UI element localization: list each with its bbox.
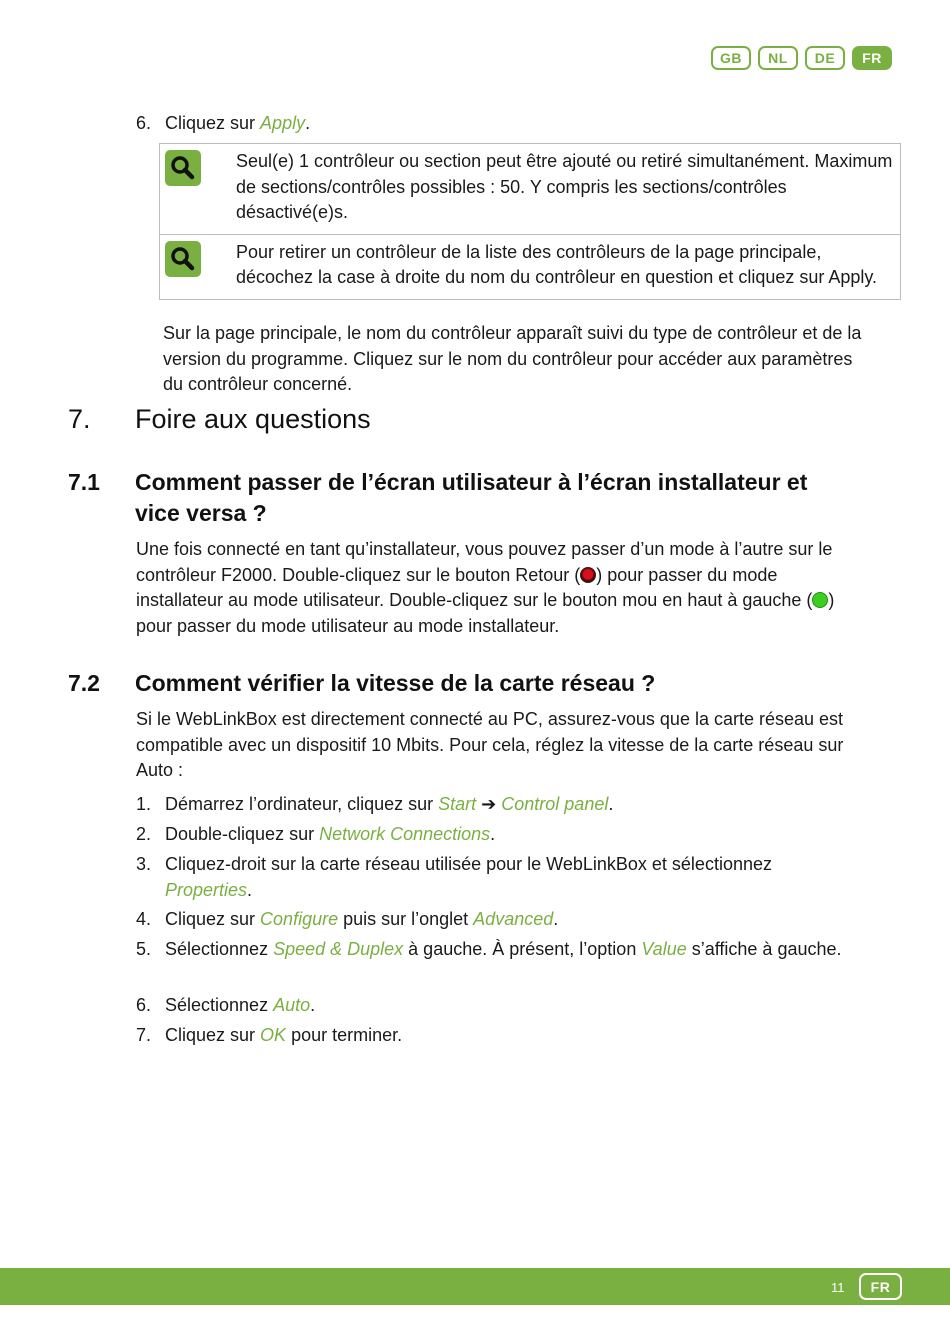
lang-tab-gb[interactable]: GB [711, 46, 751, 70]
soft-button-icon [812, 592, 828, 608]
network-intro-paragraph: Si le WebLinkBox est directement connecté au PC, assurez-vous que la carte réseau est compatible avec un dispositif 10 Mbits. Pour cela, réglez la vitesse de la carte réseau sur Auto : [136, 709, 844, 780]
retour-button-icon [580, 567, 596, 583]
page-number: 11 [831, 1280, 845, 1295]
lang-tab-nl[interactable]: NL [758, 46, 798, 70]
ui-term-apply: Apply [260, 113, 306, 133]
tip-box [159, 143, 901, 300]
main-page-paragraph: Sur la page principale, le nom du contrôleur apparaît suivi du type de contrôleur et de la version du programme. Cliquez sur le nom du contrôleur pour accéder aux paramètres du contrôleur concerné. [163, 323, 862, 394]
tip-text: Seul(e) 1 contrôleur ou section peut être ajouté ou retiré simultanément. Maximum de sections/contrôles possibles : 50. Y compris les sections/contrôles désactivé(e)s. [236, 151, 893, 222]
mode-switch-paragraph: Une fois connecté en tant qu’installateur, vous pouvez passer d’un mode à l’autre sur le contrôleur F2000. Double-cliquez sur le bouton Retour ( ) pour passer du mode installateur au mode utilisateur. Double-cliquez sur le bouton mou en haut à gauche ( ) pour passer du mode utilisateur au mode installateur. [136, 539, 835, 636]
lang-tab-de[interactable]: DE [805, 46, 845, 70]
list-text: Cliquez sur Apply. [165, 113, 311, 133]
lang-tab-fr[interactable]: FR [852, 46, 892, 70]
tip-row [160, 144, 900, 234]
section-title: Foire aux questions [135, 404, 371, 434]
tip-text: Pour retirer un contrôleur de la liste des contrôleurs de la page principale, décochez la case à droite du nom du contrôleur en question et cliquez sur Apply. [236, 241, 878, 287]
language-tabs [711, 46, 892, 70]
magnifier-icon [165, 150, 201, 186]
footer-lang-badge: FR [859, 1273, 902, 1300]
tip-row [160, 234, 900, 299]
subsection-number: 7.2 [68, 670, 100, 696]
footer-bar [0, 1268, 950, 1305]
list-number: 6. [136, 113, 152, 133]
subsection-title: Comment passer de l’écran utilisateur à l’écran installateur et vice versa ? [135, 469, 808, 526]
subsection-title: Comment vérifier la vitesse de la carte réseau ? [135, 670, 656, 696]
arrow-right-icon: ➔ [481, 794, 497, 814]
subsection-number: 7.1 [68, 469, 100, 495]
magnifier-icon [165, 241, 201, 277]
section-number: 7. [68, 404, 91, 434]
